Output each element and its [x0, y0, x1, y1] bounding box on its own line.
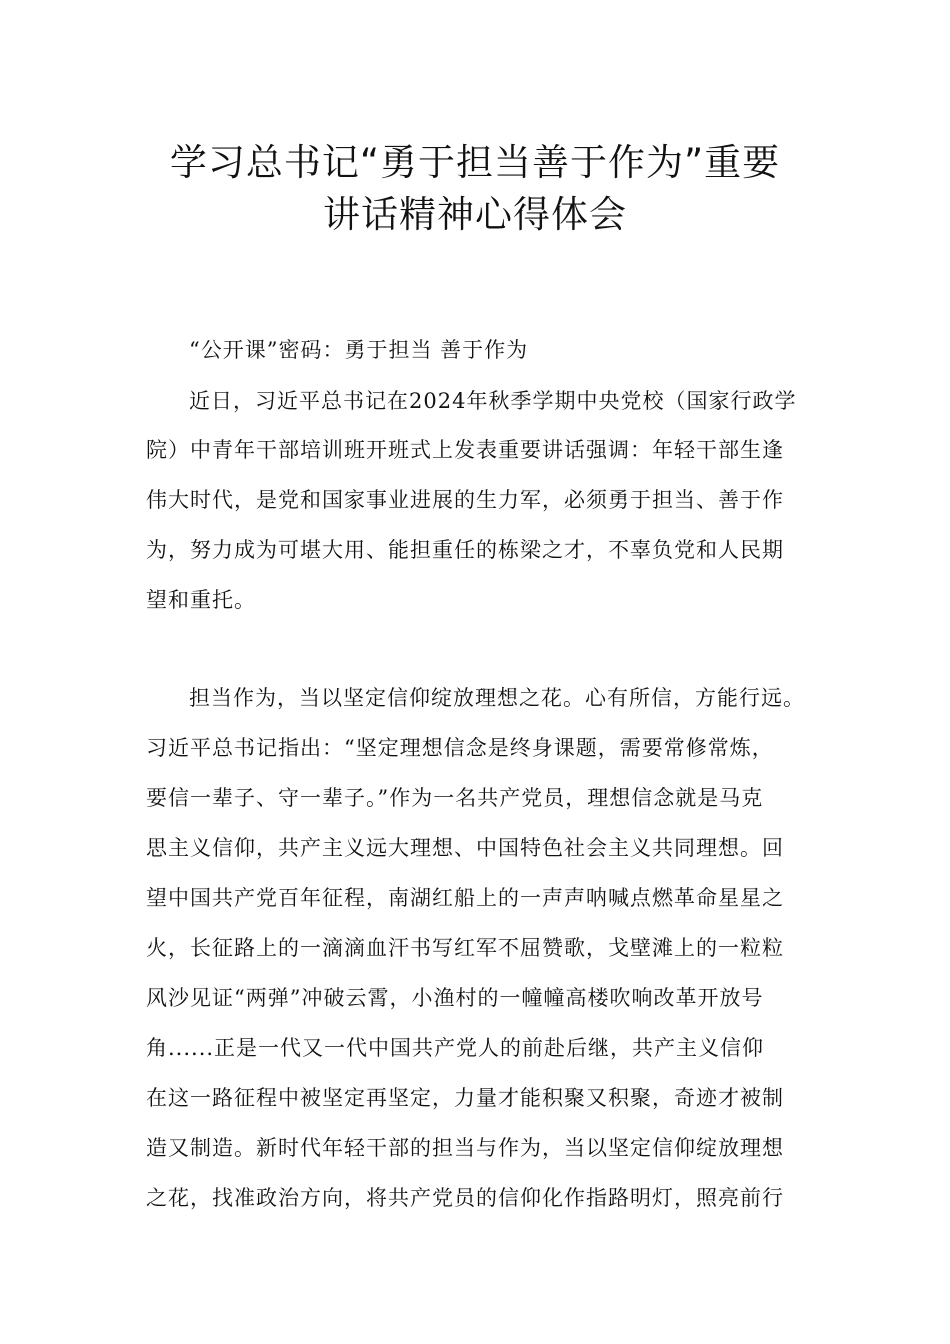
- paragraph-2-line-1: 担当作为，当以坚定信仰绽放理想之花。心有所信，方能行远。: [189, 686, 805, 710]
- document-title-line-2: 讲话精神心得体会: [323, 193, 627, 236]
- paragraph-1-line-4: 为，努力成为可堪大用、能担重任的栋梁之才，不辜负党和人民期: [146, 538, 784, 562]
- paragraph-2-line-4: 思主义信仰，共产主义远大理想、中国特色社会主义共同理想。回: [146, 836, 784, 860]
- paragraph-2-line-8: 角......正是一代又一代中国共产党人的前赴后继，共产主义信仰: [146, 1036, 765, 1060]
- paragraph-2-line-11: 之花，找准政治方向，将共产党员的信仰化作指路明灯，照亮前行: [146, 1186, 784, 1210]
- paragraph-1-line-3: 伟大时代，是党和国家事业进展的生力军，必须勇于担当、善于作: [146, 488, 784, 512]
- paragraph-1-line-1: 近日，习近平总书记在2024年秋季学期中央党校（国家行政学: [189, 389, 797, 413]
- paragraph-2-line-5: 望中国共产党百年征程，南湖红船上的一声声呐喊点燃革命星星之: [146, 886, 784, 910]
- paragraph-1-line-2: 院）中青年干部培训班开班式上发表重要讲话强调：年轻干部生逢: [146, 438, 784, 462]
- paragraph-2-line-6: 火，长征路上的一滴滴血汗书写红军不屈赞歌，戈壁滩上的一粒粒: [146, 936, 784, 960]
- paragraph-2-line-7: 风沙见证“两弹”冲破云霄，小渔村的一幢幢高楼吹响改革开放号: [146, 986, 764, 1010]
- document-title-line-1: 学习总书记“勇于担当善于作为”重要: [169, 141, 781, 184]
- paragraph-2-line-10: 造又制造。新时代年轻干部的担当与作为，当以坚定信仰绽放理想: [146, 1136, 784, 1160]
- paragraph-2-line-3: 要信一辈子、守一辈子。”作为一名共产党员，理想信念就是马克: [146, 786, 764, 810]
- paragraph-2-line-2: 习近平总书记指出：“坚定理想信念是终身课题，需要常修常炼，: [146, 736, 774, 760]
- subheading: “公开课”密码：勇于担当 善于作为: [189, 338, 529, 362]
- paragraph-1-line-5: 望和重托。: [146, 588, 256, 612]
- paragraph-2-line-9: 在这一路征程中被坚定再坚定，力量才能积聚又积聚，奇迹才被制: [146, 1086, 784, 1110]
